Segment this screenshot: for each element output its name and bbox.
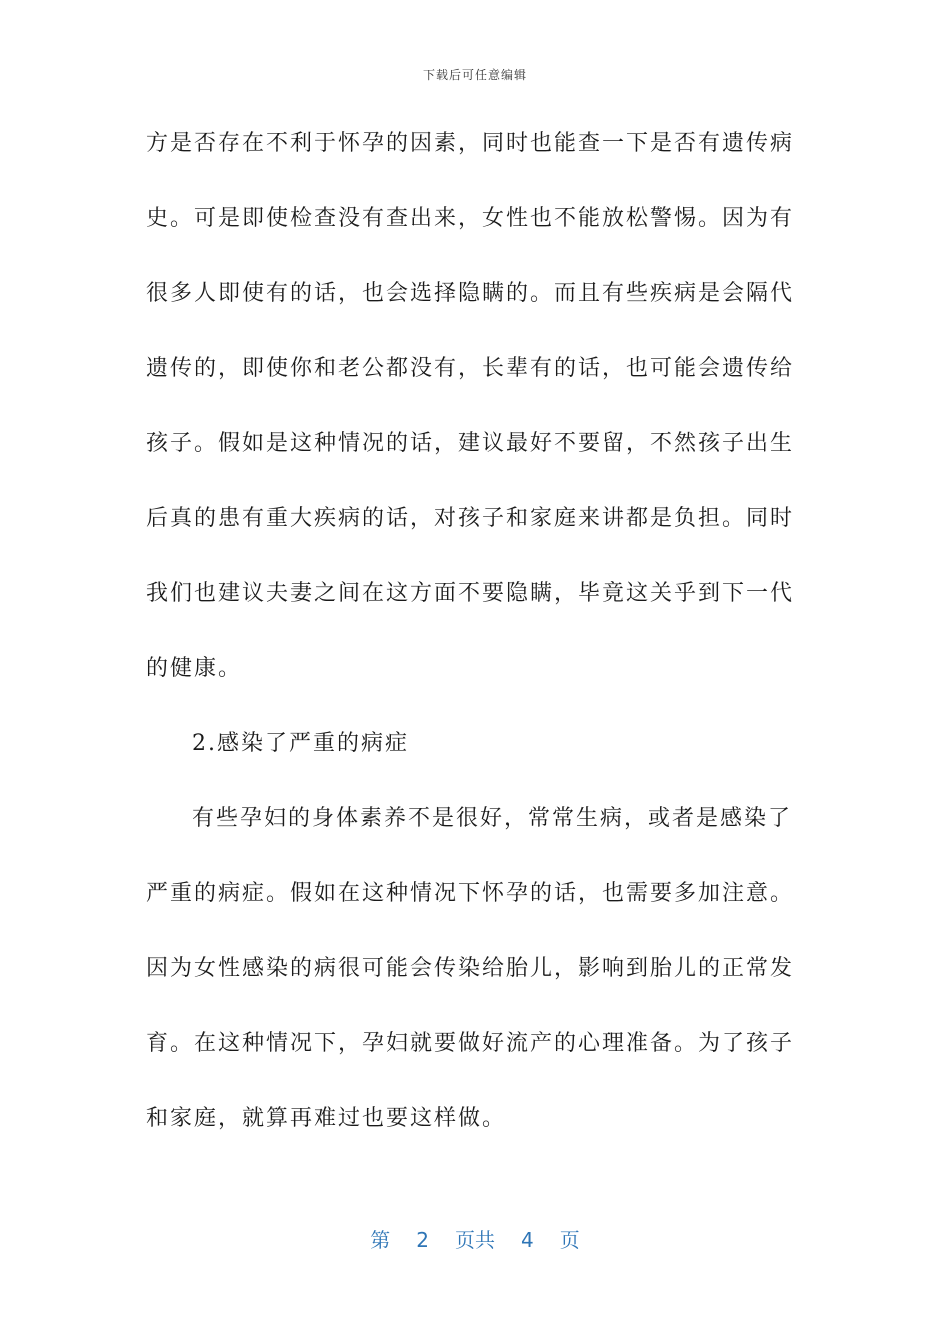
footer-page-number: 2 <box>416 1228 429 1252</box>
footer-total-pages: 4 <box>521 1228 534 1252</box>
paragraph-line: 严重的病症。假如在这种情况下怀孕的话，也需要多加注意。 <box>146 881 795 906</box>
page-header-note: 下载后可任意编辑 <box>422 68 527 82</box>
paragraph-line: 很多人即使有的话，也会选择隐瞒的。而且有些疾病是会隔代 <box>146 281 795 306</box>
paragraph-line: 遗传的，即使你和老公都没有，长辈有的话，也可能会遗传给 <box>146 356 795 381</box>
paragraph-line: 后真的患有重大疾病的话，对孩子和家庭来讲都是负担。同时 <box>146 506 795 531</box>
paragraph-line: 方是否存在不利于怀孕的因素，同时也能查一下是否有遗传病 <box>146 131 795 156</box>
paragraph-line: 和家庭，就算再难过也要这样做。 <box>146 1106 507 1131</box>
section-heading: 2.感染了严重的病症 <box>192 731 409 756</box>
footer-suffix: 页 <box>559 1228 580 1252</box>
paragraph-line: 我们也建议夫妻之间在这方面不要隐瞒，毕竟这关乎到下一代 <box>146 581 795 606</box>
paragraph-line: 因为女性感染的病很可能会传染给胎儿，影响到胎儿的正常发 <box>146 956 795 981</box>
paragraph-line: 孩子。假如是这种情况的话，建议最好不要留，不然孩子出生 <box>146 431 795 456</box>
footer-prefix: 第 <box>370 1228 391 1252</box>
page-footer <box>0 1224 950 1253</box>
paragraph-line: 史。可是即使检查没有查出来，女性也不能放松警惕。因为有 <box>146 206 795 231</box>
paragraph-line: 育。在这种情况下，孕妇就要做好流产的心理准备。为了孩子 <box>146 1031 795 1056</box>
footer-middle: 页共 <box>455 1228 495 1252</box>
paragraph-line: 的健康。 <box>146 656 243 681</box>
paragraph-line: 有些孕妇的身体素养不是很好，常常生病，或者是感染了 <box>192 806 793 831</box>
